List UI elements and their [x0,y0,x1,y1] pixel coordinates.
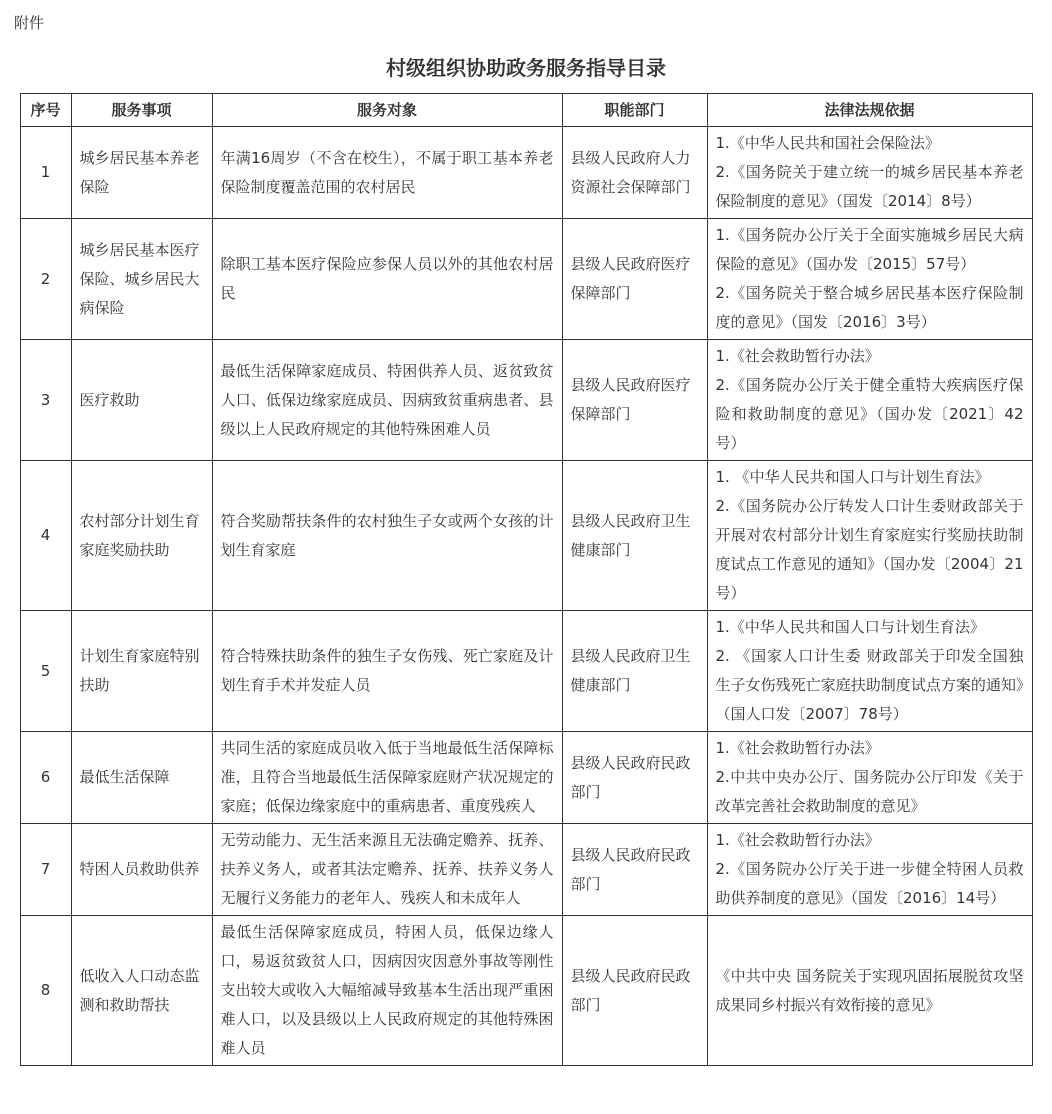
legal-basis-line: 2.《国务院办公厅转发人口计生委财政部关于开展对农村部分计划生育家庭实行奖励扶助制度试点工作意见的通知》（国办发〔2004〕21号） [715,497,1024,602]
cell-service-target: 除职工基本医疗保险应参保人员以外的其他农村居民 [212,219,562,340]
cell-no: 2 [20,219,71,340]
cell-legal-basis [707,611,1032,732]
legal-basis-line: 2.中共中央办公厅、国务院办公厅印发《关于改革完善社会救助制度的意见》 [715,768,1024,815]
table-row [20,127,1032,219]
header-service-item: 服务事项 [71,94,212,127]
service-directory-table [20,93,1033,1066]
cell-service-item: 农村部分计划生育家庭奖励扶助 [71,461,212,611]
table-body [20,127,1032,1066]
header-no: 序号 [20,94,71,127]
header-service-target: 服务对象 [212,94,562,127]
cell-department: 县级人民政府民政部门 [562,916,707,1066]
table-header-row [20,94,1032,127]
legal-basis-line: 1.《社会救助暂行办法》 [715,347,880,365]
cell-department: 县级人民政府民政部门 [562,732,707,824]
legal-basis-line: 1. 《中华人民共和国人口与计划生育法》 [715,468,990,486]
page-title: 村级组织协助政务服务指导目录 [386,56,666,80]
legal-basis-line: 1.《中华人民共和国人口与计划生育法》 [715,618,985,636]
cell-legal-basis [707,732,1032,824]
legal-basis-line: 2.《国务院办公厅关于健全重特大疾病医疗保险和救助制度的意见》（国办发〔2021〕42号） [715,376,1024,452]
cell-service-target: 共同生活的家庭成员收入低于当地最低生活保障标准，且符合当地最低生活保障家庭财产状况规定的家庭；低保边缘家庭中的重病患者、重度残疾人 [212,732,562,824]
legal-basis-line: 1.《中华人民共和国社会保险法》 [715,134,940,152]
cell-service-target: 最低生活保障家庭成员、特困供养人员、返贫致贫人口、低保边缘家庭成员、因病致贫重病患者、县级以上人民政府规定的其他特殊困难人员 [212,340,562,461]
cell-service-target: 无劳动能力、无生活来源且无法确定赡养、抚养、扶养义务人，或者其法定赡养、抚养、扶养义务人无履行义务能力的老年人、残疾人和未成年人 [212,824,562,916]
table-row [20,340,1032,461]
cell-legal-basis [707,219,1032,340]
cell-service-item: 特困人员救助供养 [71,824,212,916]
cell-service-target: 最低生活保障家庭成员，特困人员，低保边缘人口，易返贫致贫人口，因病因灾因意外事故等刚性支出较大或收入大幅缩减导致基本生活出现严重困难人口，以及县级以上人民政府规定的其他特殊困难人员 [212,916,562,1066]
legal-basis-line: 《中共中央 国务院关于实现巩固拓展脱贫攻坚成果同乡村振兴有效衔接的意见》 [715,966,1024,1014]
legal-basis-line: 1.《社会救助暂行办法》 [715,831,880,849]
cell-legal-basis [707,340,1032,461]
cell-service-target: 符合奖励帮扶条件的农村独生子女或两个女孩的计划生育家庭 [212,461,562,611]
cell-department: 县级人民政府民政部门 [562,824,707,916]
cell-department: 县级人民政府医疗保障部门 [562,340,707,461]
table-row [20,219,1032,340]
legal-basis-line: 2.《国务院关于建立统一的城乡居民基本养老保险制度的意见》（国发〔2014〕8号） [715,163,1024,210]
legal-basis-line: 2.《国务院关于整合城乡居民基本医疗保险制度的意见》（国发〔2016〕3号） [715,284,1024,331]
cell-department: 县级人民政府医疗保障部门 [562,219,707,340]
header-department: 职能部门 [562,94,707,127]
legal-basis-line: 1.《国务院办公厅关于全面实施城乡居民大病保险的意见》（国办发〔2015〕57号） [715,226,1024,273]
cell-service-target: 年满16周岁（不含在校生），不属于职工基本养老保险制度覆盖范围的农村居民 [212,127,562,219]
cell-service-item: 低收入人口动态监测和救助帮扶 [71,916,212,1066]
legal-basis-line: 2. 《国家人口计生委 财政部关于印发全国独生子女伤残死亡家庭扶助制度试点方案的通知》（国人口发〔2007〕78号） [715,647,1024,723]
cell-department: 县级人民政府卫生健康部门 [562,461,707,611]
cell-no: 5 [20,611,71,732]
cell-legal-basis [707,916,1032,1066]
cell-service-item: 计划生育家庭特别扶助 [71,611,212,732]
header-legal-basis: 法律法规依据 [707,94,1032,127]
attachment-label: 附件 [14,14,45,32]
cell-legal-basis [707,461,1032,611]
cell-legal-basis [707,824,1032,916]
table-row [20,824,1032,916]
cell-no: 1 [20,127,71,219]
table-row [20,732,1032,824]
table-row [20,611,1032,732]
cell-service-target: 符合特殊扶助条件的独生子女伤残、死亡家庭及计划生育手术并发症人员 [212,611,562,732]
cell-service-item: 城乡居民基本养老保险 [71,127,212,219]
cell-no: 6 [20,732,71,824]
cell-department: 县级人民政府人力资源社会保障部门 [562,127,707,219]
table-row [20,461,1032,611]
legal-basis-line: 2.《国务院办公厅关于进一步健全特困人员救助供养制度的意见》（国发〔2016〕14号） [715,860,1024,907]
legal-basis-line: 1.《社会救助暂行办法》 [715,739,880,757]
table-row [20,916,1032,1066]
cell-service-item: 医疗救助 [71,340,212,461]
cell-legal-basis [707,127,1032,219]
cell-no: 4 [20,461,71,611]
cell-no: 8 [20,916,71,1066]
cell-service-item: 城乡居民基本医疗保险、城乡居民大病保险 [71,219,212,340]
cell-department: 县级人民政府卫生健康部门 [562,611,707,732]
cell-no: 7 [20,824,71,916]
cell-service-item: 最低生活保障 [71,732,212,824]
cell-no: 3 [20,340,71,461]
